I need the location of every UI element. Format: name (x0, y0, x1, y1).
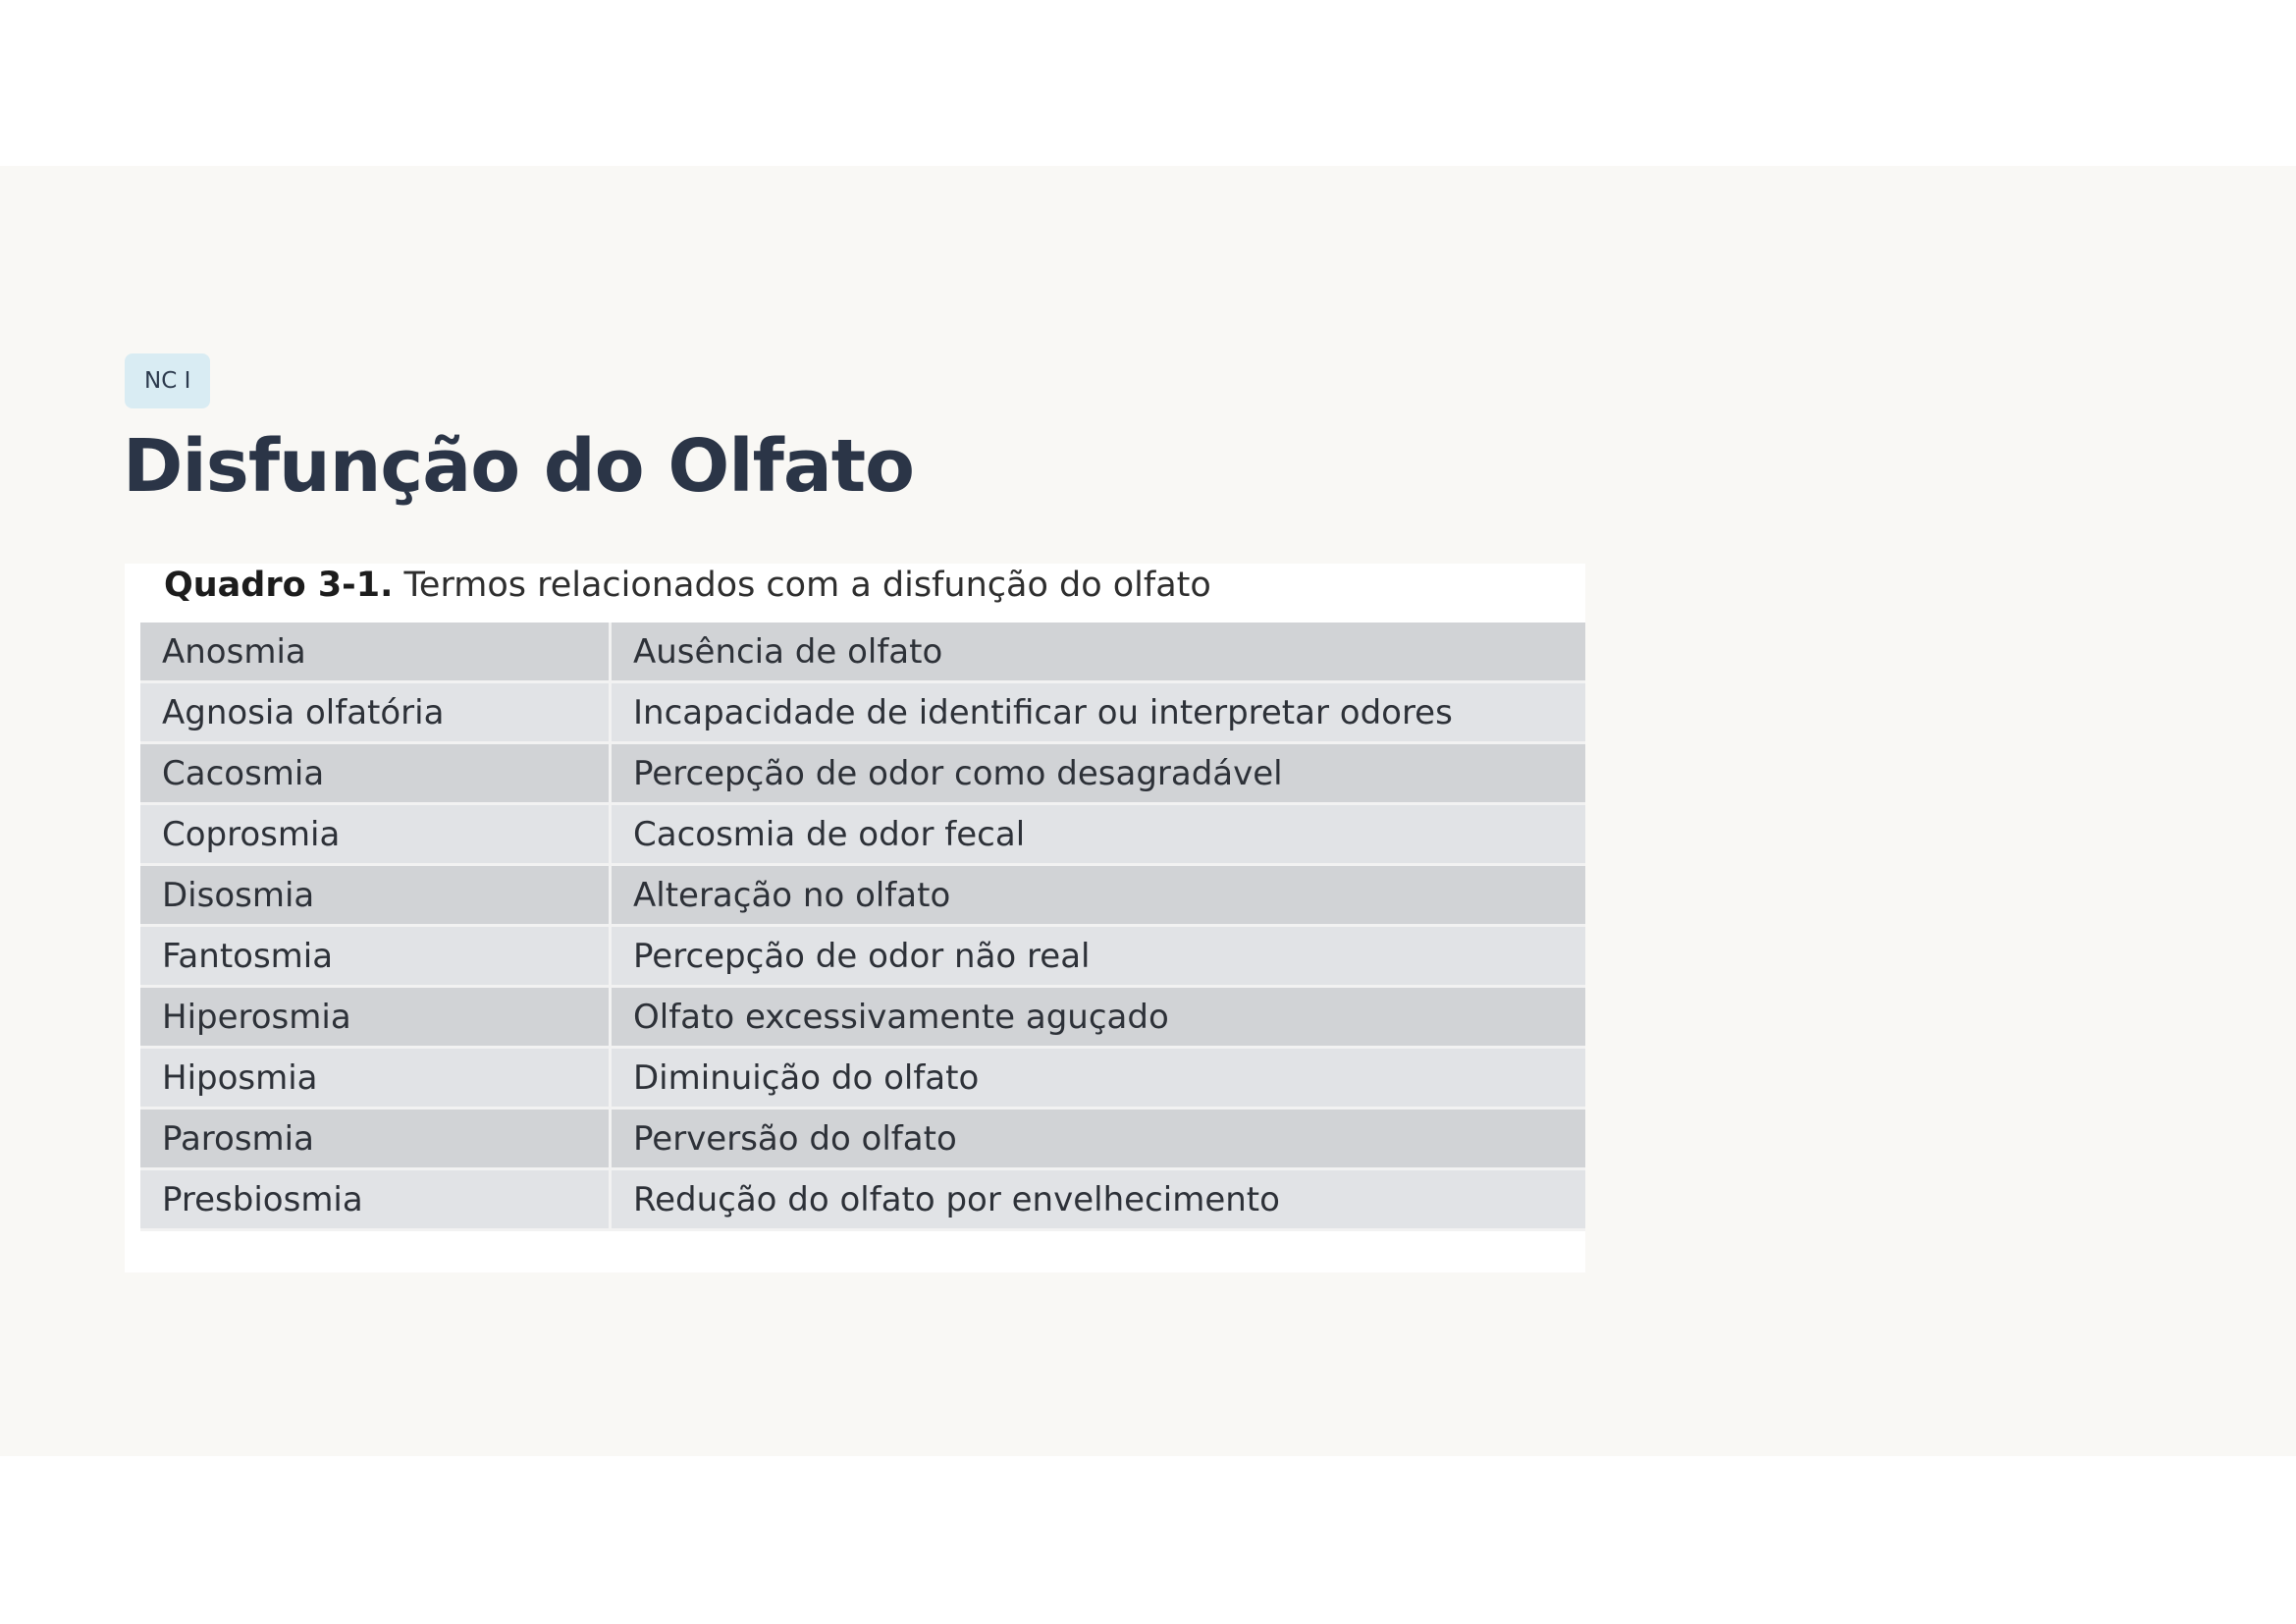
slide-title: Disfunção do Olfato (123, 424, 914, 509)
section-badge: NC I (125, 353, 210, 408)
term-cell: Disosmia (140, 866, 612, 927)
caption-text: Termos relacionados com a disfunção do olfato (393, 566, 1211, 605)
definition-cell: Cacosmia de odor fecal (612, 805, 1585, 866)
terms-table (140, 623, 1585, 1231)
term-cell: Anosmia (140, 623, 612, 683)
quadro-figure (125, 564, 1585, 1272)
table-row (140, 988, 1585, 1049)
definition-cell: Ausência de olfato (612, 623, 1585, 683)
term-cell: Agnosia olfatória (140, 683, 612, 744)
definition-cell: Diminuição do olfato (612, 1049, 1585, 1110)
term-cell: Fantosmia (140, 927, 612, 988)
table-row (140, 623, 1585, 683)
table-caption (164, 564, 1211, 623)
table-row (140, 683, 1585, 744)
definition-cell: Perversão do olfato (612, 1110, 1585, 1170)
term-cell: Parosmia (140, 1110, 612, 1170)
table-row (140, 1110, 1585, 1170)
caption-label: Quadro 3-1. (164, 566, 394, 605)
term-cell: Hiperosmia (140, 988, 612, 1049)
definition-cell: Olfato excessivamente aguçado (612, 988, 1585, 1049)
term-cell: Coprosmia (140, 805, 612, 866)
definition-cell: Redução do olfato por envelhecimento (612, 1170, 1585, 1231)
table-row (140, 1049, 1585, 1110)
table-row (140, 927, 1585, 988)
table-row (140, 866, 1585, 927)
term-cell: Hiposmia (140, 1049, 612, 1110)
definition-cell: Incapacidade de identificar ou interpretar odores (612, 683, 1585, 744)
table-row (140, 744, 1585, 805)
table-row (140, 805, 1585, 866)
term-cell: Cacosmia (140, 744, 612, 805)
definition-cell: Percepção de odor não real (612, 927, 1585, 988)
definition-cell: Percepção de odor como desagradável (612, 744, 1585, 805)
table-row (140, 1170, 1585, 1231)
definition-cell: Alteração no olfato (612, 866, 1585, 927)
term-cell: Presbiosmia (140, 1170, 612, 1231)
